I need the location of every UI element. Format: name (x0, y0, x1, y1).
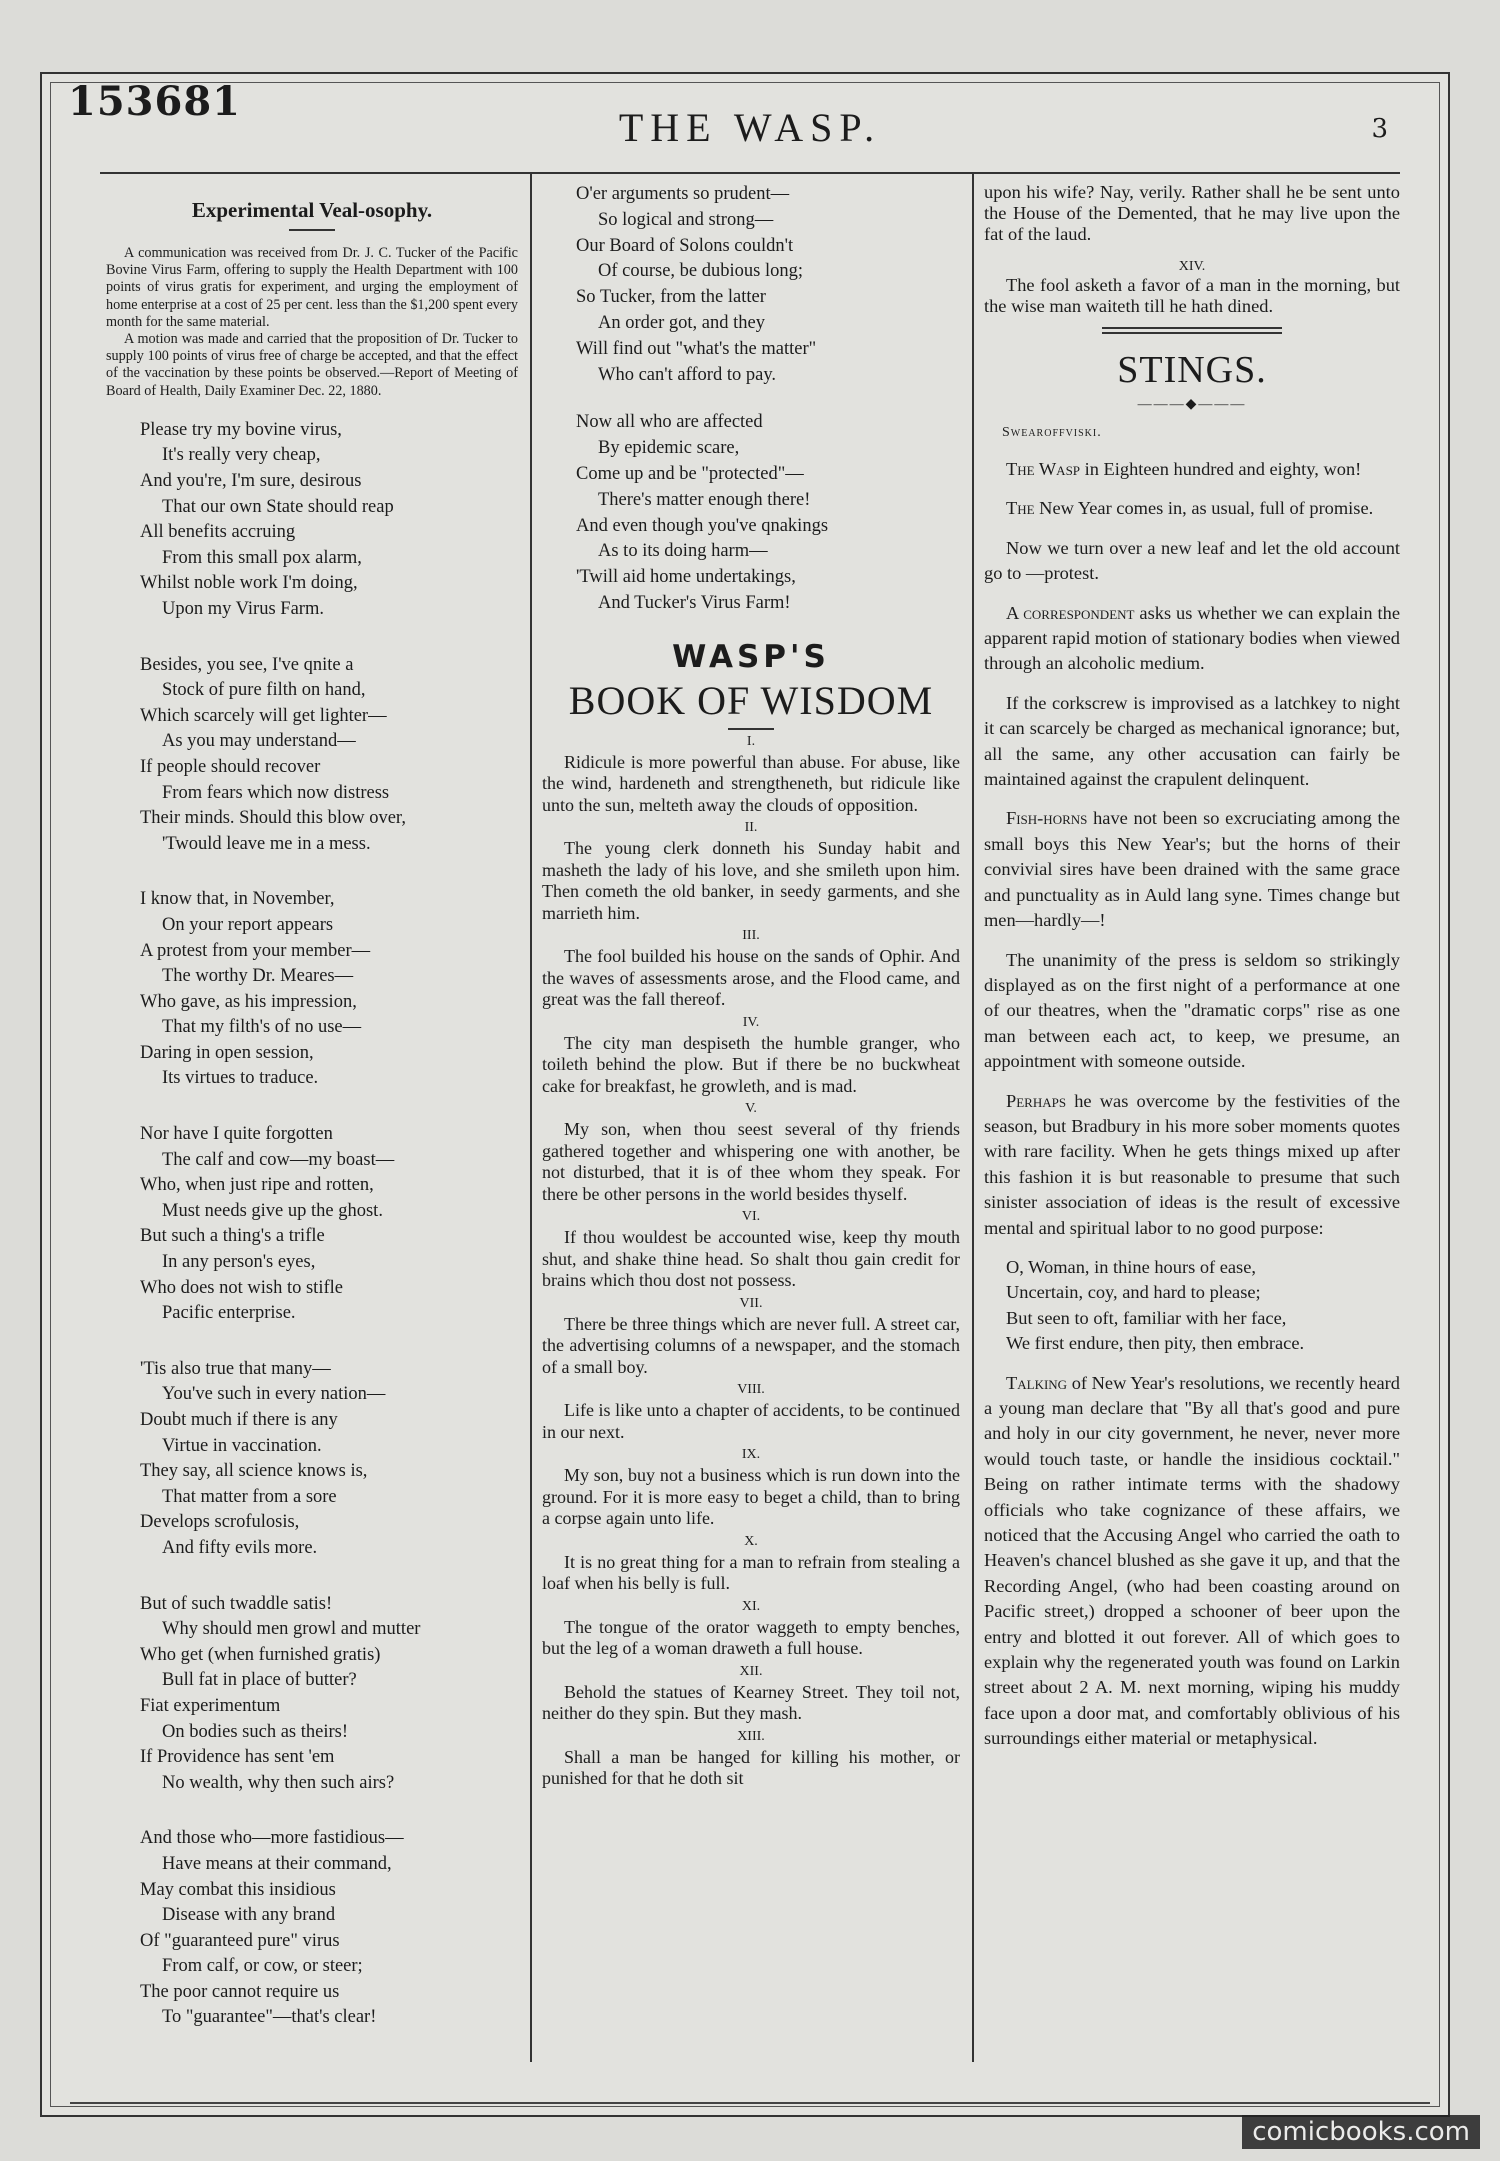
verse-line: And you're, I'm sure, desirous (140, 471, 362, 492)
verse-line: O'er arguments so prudent— (576, 184, 790, 204)
folio-number: 153681 (68, 78, 241, 125)
verse-line: That our own State should reap (162, 496, 394, 517)
byline: Swearoffviski. (1002, 425, 1102, 440)
sting-item (984, 691, 1400, 793)
sting-text: in Eighteen hundred and eighty, won! (1080, 459, 1362, 479)
stings-list (978, 457, 1406, 1241)
notice-paragraph: A motion was made and carried that the proposition of Dr. Tucker to supply 100 points of virus free of charge be accepted, and that the effect of the vaccination by these points be observed.—Report of Meeting of Board of Health, Daily Examiner Dec. 22, 1880. (106, 331, 518, 399)
sting-lead: Perhaps (1006, 1090, 1067, 1111)
verse-line: Disease with any brand (162, 1905, 336, 1926)
verse-line: All benefits accruing (140, 522, 296, 543)
verse-line: Upon my Virus Farm. (162, 598, 324, 619)
proverb-text: The fool asketh a favor of a man in the morning, but the wise man waiteth till he hath dined. (984, 275, 1400, 316)
verse-line: Of course, be dubious long; (598, 261, 804, 282)
proverb-number: VII. (739, 1295, 763, 1311)
verse-line: Must needs give up the ghost. (162, 1200, 383, 1221)
proverb-text: The tongue of the orator waggeth to empty benches, but the leg of a woman draweth a full house. (542, 1616, 960, 1659)
sting-text: The unanimity of the press is seldom so strikingly displayed as on the first night of a performance at one of our theatres, when the "dramatic corps" rise as one man between each act, to keep, we presume, an appointment with someone outside. (984, 949, 1400, 1072)
verse-line: May combat this insidious (140, 1879, 336, 1900)
column-rule (530, 172, 532, 2062)
double-rule (1102, 327, 1282, 334)
verse-line: Which scarcely will get lighter— (140, 705, 387, 726)
stanza (576, 410, 966, 616)
sting-item (984, 1371, 1400, 1752)
verse-line: I know that, in November, (140, 889, 335, 910)
sting-item (984, 948, 1400, 1075)
sting-item (984, 1089, 1400, 1241)
verse-line: From fears which now distress (162, 782, 390, 803)
bottom-rule (70, 2102, 1430, 2104)
verse-line: Who does not wish to stifle (140, 1277, 343, 1298)
column-rule (972, 172, 974, 2062)
verse-line: Have means at their command, (162, 1853, 392, 1874)
proverb-number: II. (744, 820, 758, 836)
sting-text: If the corkscrew is improvised as a latchkey to night it can scarcely be charged as mechanical ignorance; but, all the same, any other accusation can fairly be maintained against the crapulent delinquent. (984, 692, 1400, 790)
verse-line: Develops scrofulosis, (140, 1512, 300, 1533)
proverb-continued: upon his wife? Nay, verily. Rather shall he be sent unto the House of the Demented, that he may live upon the fat of the laud. (984, 182, 1400, 244)
verse-quote (978, 1255, 1406, 1357)
proverb-text: My son, buy not a business which is run down into the ground. For it is more easy to beget a child, than to bring a corpse again unto life. (542, 1465, 960, 1529)
proverb-number: V. (745, 1101, 757, 1117)
proverb-text: Life is like unto a chapter of accidents, to be continued in our next. (542, 1400, 960, 1442)
verse-line: From calf, or cow, or steer; (162, 1956, 363, 1977)
sting-item (984, 536, 1400, 587)
verse-line: On your report appears (162, 914, 334, 935)
verse-line: By epidemic scare, (598, 438, 740, 459)
verse-line: Fiat experimentum (140, 1695, 281, 1716)
sting-text: asks us whether we can explain the apparent rapid motion of stationary bodies when viewed through an alcoholic medium. (984, 602, 1400, 674)
verse-line: No wealth, why then such airs? (162, 1772, 395, 1793)
verse-line: If people should recover (140, 756, 321, 777)
proverb-text: Ridicule is more powerful than abuse. For abuse, like the wind, hardeneth and strengtheneth, but ridicule like unto the sun, melteth away the clouds of opposition. (542, 751, 960, 815)
proverb-text: The city man despiseth the humble granger, who toileth behind the plow. But if there be no buckwheat cake for breakfast, he growleth, and is mad. (542, 1032, 960, 1096)
proverb-number: VIII. (737, 1382, 765, 1398)
verse-line: Whilst noble work I'm doing, (140, 573, 358, 594)
verse-line: Who get (when furnished gratis) (140, 1644, 381, 1665)
stanza (140, 1357, 524, 1562)
verse-line: That my filth's of no use— (162, 1017, 362, 1038)
proverb-number: III. (742, 928, 760, 944)
proverb-text: The fool builded his house on the sands of Ophir. And the waves of assessments arose, and the Flood came, and great was the fall thereof. (542, 946, 960, 1010)
verse-line: Nor have I quite forgotten (140, 1124, 333, 1145)
verse-line: It's really very cheap, (162, 445, 321, 466)
verse-line: Please try my bovine virus, (140, 419, 342, 440)
quote-line: Uncertain, coy, and hard to please; (1006, 1282, 1261, 1303)
sting-lead: Fish-horns (1006, 808, 1088, 829)
proverb-number: XIV. (1178, 259, 1206, 274)
verse-line: They say, all science knows is, (140, 1461, 368, 1482)
stanza (140, 1592, 524, 1797)
column-3 (978, 182, 1406, 2062)
verse-line: Virtue in vaccination. (162, 1435, 322, 1456)
verse-line: From this small pox alarm, (162, 547, 362, 568)
verse-line: Of "guaranteed pure" virus (140, 1930, 340, 1951)
verse-line: Will find out "what's the matter" (576, 338, 817, 359)
verse-line: In any person's eyes, (162, 1252, 316, 1273)
verse-line: Daring in open session, (140, 1042, 314, 1063)
verse-line: Pacific enterprise. (162, 1303, 296, 1324)
verse-line: Besides, you see, I've qnite a (140, 654, 354, 675)
sting-lead: Talking (1006, 1372, 1068, 1393)
ornament-icon: ———◆——— (1137, 397, 1247, 412)
verse-line: Who gave, as his impression, (140, 991, 357, 1012)
notice-paragraph: A communication was received from Dr. J. C. Tucker of the Pacific Bovine Virus Farm, offering to supply the Health Department with 100 points of virus gratis for experiment, and urging the employment of home enterprise at a cost of 25 per cent. less than the $1,200 spent every month for the same material. (106, 245, 518, 330)
verse-line: If Providence has sent 'em (140, 1747, 335, 1768)
verse-line: 'Twill aid home undertakings, (576, 567, 796, 588)
verse-line: But such a thing's a trifle (140, 1226, 325, 1247)
sting-lead: The (1006, 498, 1035, 519)
sting-text: New Year comes in, as usual, full of promise. (1034, 498, 1374, 519)
quote-line: We first endure, then pity, then embrace. (1006, 1333, 1305, 1354)
verse-line: On bodies such as theirs! (162, 1721, 348, 1742)
verse-line: But of such twaddle satis! (140, 1593, 333, 1614)
verse-line: The poor cannot require us (140, 1981, 340, 2002)
sting-text: of New Year's resolutions, we recently heard a young man declare that "By all that's good and pure and holy in our city government, he never, never more would touch taste, or handle the insidious cocktail." Being on rather intimate terms with the shadowy officials who take cognizance of these affairs, we noticed that the Accusing Angel who carried the oath to Heaven's chancel blushed as she gave it up, and that the Recording Angel, (who had been coasting around on Pacific street,) dropped a schooner of beer upon the entry and blotted it out forever. All of which goes to explain why the regenerated youth was found on Larkin street about 2 A. M. next morning, wiping his muddy face upon a door mat, and comfortably oblivious of his surroundings either material or metaphysical. (984, 1372, 1400, 1749)
verse-line: That matter from a sore (162, 1486, 337, 1507)
verse-line: And fifty evils more. (162, 1537, 318, 1558)
verse-line: So Tucker, from the latter (576, 287, 766, 308)
sting-lead: The Wasp (1006, 459, 1081, 479)
proverb-number: IV. (742, 1014, 760, 1030)
article-title: Experimental Veal-osophy. (191, 198, 433, 222)
proverb-text: Shall a man be hanged for killing his mother, or punished for that he doth sit (542, 1746, 960, 1789)
verse-line: An order got, and they (598, 312, 765, 333)
verse-line: As you may understand— (162, 731, 356, 752)
verse-line: And even though you've qnakings (576, 515, 829, 536)
stanza (140, 418, 524, 623)
sting-text: he was overcome by the festivities of the season, but Bradbury in his more sober moments quotes with rare facility. When he gets things mixed up after this fashion it is but reasonable to presume that such sinister association of ideas is the result of excessive mental and spiritual labor to no good purpose: (984, 1090, 1400, 1238)
column-1 (100, 182, 524, 2062)
board-notice (100, 245, 524, 400)
proverb-text: If thou wouldest be accounted wise, keep thy mouth shut, and shake thine head. So shalt thou gain credit for brains which thou dost not possess. (542, 1227, 960, 1291)
proverb-list (536, 734, 966, 1790)
verse-line: To "guarantee"—that's clear! (162, 2007, 377, 2028)
sting-item (984, 601, 1400, 677)
proverb-text: My son, when thou seest several of thy friends gathered together and whispering one with another, be not disturbed, that it is of thee whom they speak. For there be other persons in the world besides thyself. (542, 1119, 960, 1204)
proverb-number: X. (744, 1533, 758, 1549)
verse-line: 'Tis also true that many— (140, 1358, 331, 1379)
stanza (140, 1826, 524, 2031)
stanza (140, 653, 524, 858)
verse-line: The calf and cow—my boast— (162, 1149, 395, 1170)
verse-line: You've such in every nation— (162, 1384, 386, 1405)
verse-line: Its virtues to traduce. (162, 1068, 319, 1089)
proverb-number: XII. (739, 1663, 763, 1679)
sting-item (984, 806, 1400, 933)
proverb-number: I. (746, 733, 756, 749)
proverb-number: VI. (741, 1209, 761, 1225)
stanza (140, 887, 524, 1092)
poem-continued (536, 182, 966, 617)
proverb-text: It is no great thing for a man to refrain from stealing a loaf when his belly is full. (542, 1551, 960, 1594)
verse-line: Now all who are affected (576, 412, 763, 433)
verse-line: The worthy Dr. Meares— (162, 966, 354, 987)
verse-line: Their minds. Should this blow over, (140, 808, 406, 829)
poem (100, 418, 524, 2031)
proverb-text: The young clerk donneth his Sunday habit and masheth the lady of his love, and she smileth upon him. Then cometh the old banker, in seedy garments, and she marrieth him. (542, 838, 960, 923)
section-heading-small: WASP'S (672, 638, 830, 675)
column-2 (536, 182, 966, 2062)
proverb-number: XI. (741, 1598, 761, 1614)
verse-line: A protest from your member— (140, 940, 371, 961)
verse-line: Bull fat in place of butter? (162, 1670, 357, 1691)
verse-line: Why should men growl and mutter (162, 1619, 421, 1640)
verse-line: As to its doing harm— (598, 541, 768, 562)
quote-line: But seen to oft, familiar with her face, (1006, 1307, 1287, 1328)
proverb-text: There be three things which are never full. A street car, the advertising columns of a newspaper, and the stomach of a small boy. (542, 1313, 960, 1377)
quote-line: O, Woman, in thine hours of ease, (1006, 1256, 1256, 1277)
verse-line: Stock of pure filth on hand, (162, 680, 366, 701)
heading-rule (728, 728, 774, 730)
page-number: 3 (1371, 114, 1388, 144)
verse-line: Come up and be "protected"— (576, 463, 804, 484)
watermark: comicbooks.com (1242, 2115, 1480, 2149)
section-heading: STINGS. (1117, 349, 1267, 391)
sting-item (984, 496, 1400, 521)
verse-line: So logical and strong— (598, 209, 774, 230)
verse-line: Doubt much if there is any (140, 1410, 338, 1431)
title-rule (289, 229, 335, 231)
proverb-text: Behold the statues of Kearney Street. They toil not, neither do they spin. But they mash. (542, 1681, 960, 1724)
proverb-number: XIII. (737, 1728, 765, 1744)
sting-item (984, 457, 1400, 482)
section-heading: BOOK OF WISDOM (568, 677, 934, 723)
masthead: THE WASP. (618, 105, 882, 150)
sting-text: have not been so excruciating among the small boys this New Year's; but the horns of their convivial sires have been drained with the same grace and punctuality as in Auld lang syne. Times change but men—hardly—! (984, 808, 1400, 931)
verse-line: Who, when just ripe and rotten, (140, 1175, 374, 1196)
sting-lead: A correspondent (1006, 602, 1135, 623)
stanza (576, 182, 966, 388)
sting-text: Now we turn over a new leaf and let the old account go to —protest. (984, 537, 1400, 584)
verse-line: And those who—more fastidious— (140, 1828, 404, 1849)
verse-line: 'Twould leave me in a mess. (162, 833, 371, 854)
header-rule (100, 172, 1400, 174)
proverb-number: IX. (741, 1447, 761, 1463)
verse-line: Our Board of Solons couldn't (576, 235, 794, 256)
stanza (140, 1122, 524, 1327)
verse-line: There's matter enough there! (598, 489, 811, 510)
verse-line: Who can't afford to pay. (598, 364, 776, 385)
verse-line: And Tucker's Virus Farm! (598, 592, 791, 613)
